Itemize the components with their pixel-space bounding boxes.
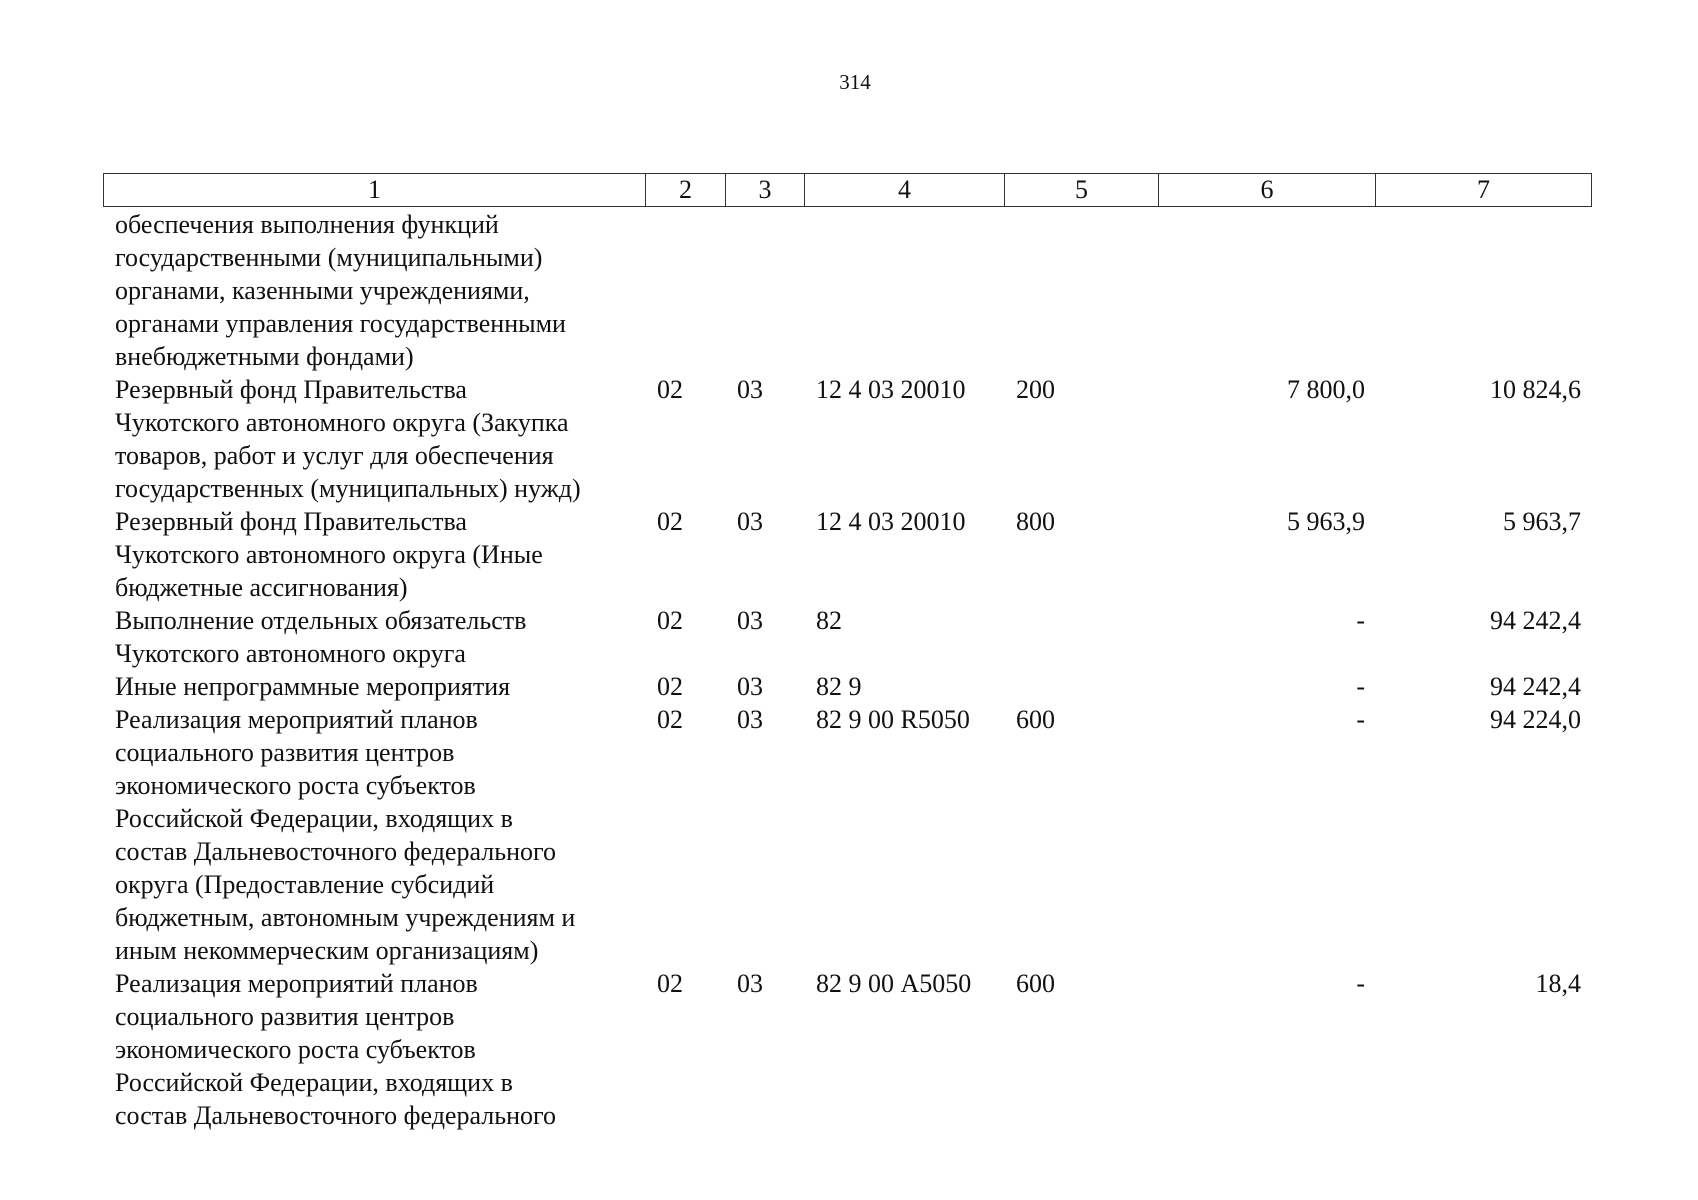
row-section-code: 02 (657, 705, 683, 734)
row-section-code: 02 (657, 672, 683, 701)
description-line: социального развития центров (115, 738, 455, 767)
description-line: государственных (муниципальных) нужд) (115, 474, 581, 503)
row-amount-col6: - (1356, 606, 1365, 635)
description-line: Чукотского автономного округа (Закупка (115, 408, 569, 437)
row-target-article: 12 4 03 20010 (816, 507, 966, 536)
description-line: Российской Федерации, входящих в (115, 1068, 513, 1097)
row-description (103, 604, 645, 670)
header-col-3: 3 (726, 174, 805, 207)
row-amount-col7: 18,4 (1535, 969, 1581, 998)
row-subsection-code: 03 (737, 375, 763, 404)
row-expense-type (1004, 604, 1158, 670)
table-row (103, 373, 1591, 505)
description-line: органами управления государственными (115, 309, 566, 338)
header-col-4: 4 (805, 174, 1005, 207)
table-body (103, 208, 1591, 1132)
description-line: бюджетным, автономным учреждениям и (115, 903, 576, 932)
row-subsection-code: 03 (737, 705, 763, 734)
description-line: состав Дальневосточного федерального (115, 1101, 556, 1130)
description-line: экономического роста субъектов (115, 771, 476, 800)
row-expense-type: 600 (1016, 969, 1055, 998)
table-header (103, 173, 1592, 207)
row-target-article: 82 9 00 А5050 (816, 969, 972, 998)
description-line: Выполнение отдельных обязательств (115, 606, 527, 635)
header-col-2: 2 (646, 174, 726, 207)
description-line: Чукотского автономного округа (Иные (115, 540, 543, 569)
row-amount-col6: 5 963,9 (1287, 507, 1365, 536)
row-subsection-code (725, 208, 804, 373)
description-line: обеспечения выполнения функций (115, 210, 499, 239)
description-line: Чукотского автономного округа (115, 639, 466, 668)
row-amount-col7 (1375, 208, 1591, 373)
row-target-article: 12 4 03 20010 (816, 375, 966, 404)
description-line: Реализация мероприятий планов (115, 969, 478, 998)
table-row (103, 505, 1591, 604)
row-section-code: 02 (657, 606, 683, 635)
row-subsection-code: 03 (737, 672, 763, 701)
row-expense-type: 600 (1016, 705, 1055, 734)
row-target-article: 82 (816, 606, 842, 635)
table-row (103, 670, 1591, 703)
row-subsection-code: 03 (737, 507, 763, 536)
table-row (103, 703, 1591, 967)
description-line: Резервный фонд Правительства (115, 375, 467, 404)
row-amount-col6 (1158, 208, 1375, 373)
row-description (103, 208, 645, 373)
row-amount-col7: 5 963,7 (1503, 507, 1581, 536)
description-line: Российской Федерации, входящих в (115, 804, 513, 833)
row-description (103, 373, 645, 505)
page-number: 314 (839, 70, 871, 94)
description-line: государственными (муниципальными) (115, 243, 543, 272)
header-col-5: 5 (1005, 174, 1159, 207)
header-col-1: 1 (104, 174, 646, 207)
row-amount-col6: - (1356, 672, 1365, 701)
description-line: товаров, работ и услуг для обеспечения (115, 441, 554, 470)
row-expense-type: 200 (1016, 375, 1055, 404)
budget-table (103, 208, 1591, 1132)
description-line: органами, казенными учреждениями, (115, 276, 530, 305)
row-amount-col6: - (1356, 705, 1365, 734)
row-description (103, 703, 645, 967)
header-row (104, 174, 1592, 207)
table-row (103, 208, 1591, 373)
row-amount-col6: - (1356, 969, 1365, 998)
header-col-7: 7 (1376, 174, 1592, 207)
header-col-6: 6 (1159, 174, 1376, 207)
description-line: внебюджетными фондами) (115, 342, 414, 371)
row-target-article: 82 9 00 R5050 (816, 705, 970, 734)
row-description (103, 967, 645, 1132)
row-description (103, 505, 645, 604)
row-target-article (804, 208, 1004, 373)
row-expense-type (1004, 208, 1158, 373)
table-row (103, 604, 1591, 670)
row-expense-type (1004, 670, 1158, 703)
row-section-code: 02 (657, 969, 683, 998)
row-section-code: 02 (657, 507, 683, 536)
row-target-article: 82 9 (816, 672, 862, 701)
row-section-code (645, 208, 725, 373)
table-row (103, 967, 1591, 1132)
description-line: иным некоммерческим организациям) (115, 936, 539, 965)
description-line: социального развития центров (115, 1002, 455, 1031)
description-line: состав Дальневосточного федерального (115, 837, 556, 866)
row-amount-col7: 94 242,4 (1490, 606, 1581, 635)
row-amount-col6: 7 800,0 (1287, 375, 1365, 404)
row-amount-col7: 10 824,6 (1490, 375, 1581, 404)
row-subsection-code: 03 (737, 969, 763, 998)
description-line: Резервный фонд Правительства (115, 507, 467, 536)
description-line: экономического роста субъектов (115, 1035, 476, 1064)
description-line: Иные непрограммные мероприятия (115, 672, 511, 701)
row-amount-col7: 94 224,0 (1490, 705, 1581, 734)
description-line: Реализация мероприятий планов (115, 705, 478, 734)
row-subsection-code: 03 (737, 606, 763, 635)
row-amount-col7: 94 242,4 (1490, 672, 1581, 701)
description-line: бюджетные ассигнования) (115, 573, 408, 602)
row-section-code: 02 (657, 375, 683, 404)
row-expense-type: 800 (1016, 507, 1055, 536)
row-description (103, 670, 645, 703)
description-line: округа (Предоставление субсидий (115, 870, 495, 899)
